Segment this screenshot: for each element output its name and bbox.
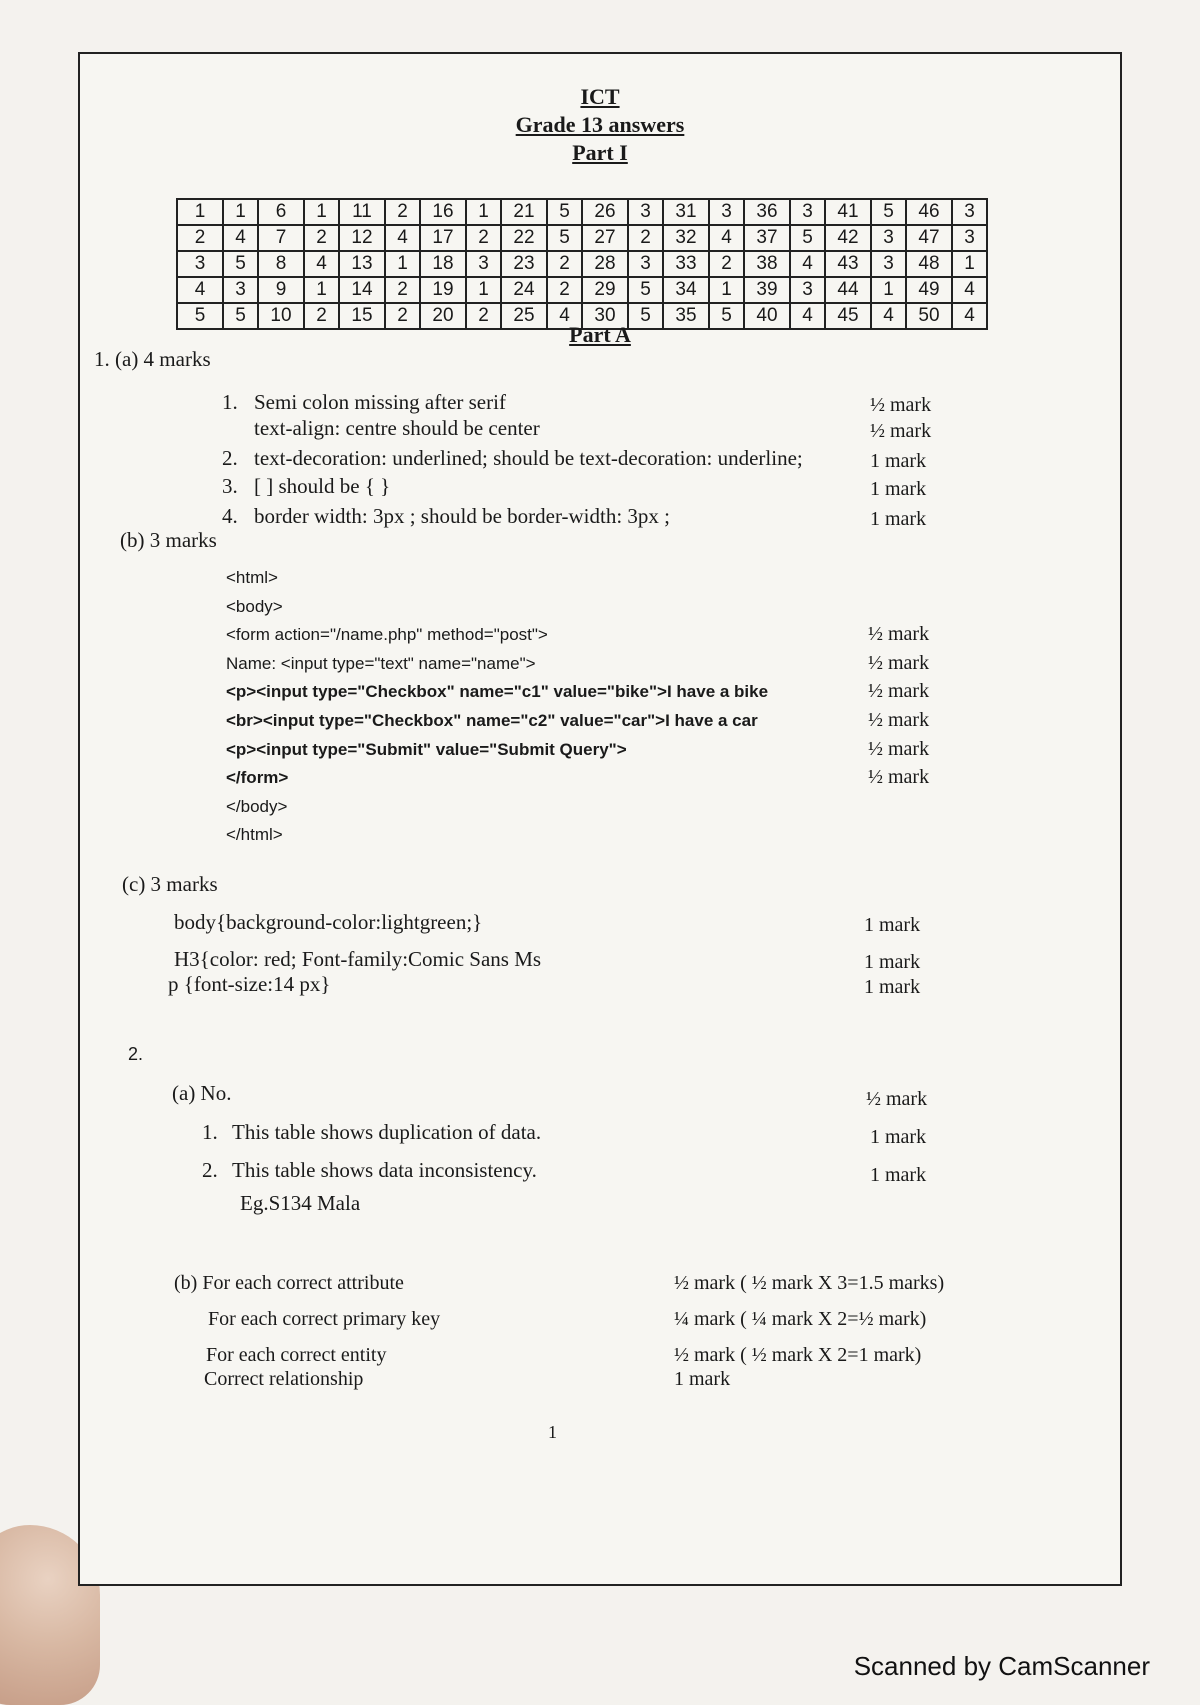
q2a-item-number: 2. <box>202 1158 218 1182</box>
answer-choice: 5 <box>871 199 906 225</box>
css-rule: H3{color: red; Font-family:Comic Sans Ms <box>174 947 542 971</box>
code-line: <body> <box>226 596 283 616</box>
question-number: 35 <box>663 303 709 329</box>
grade-title: Grade 13 answers <box>515 112 685 137</box>
answer-choice: 3 <box>709 199 744 225</box>
question-number: 6 <box>258 199 304 225</box>
answer-choice: 4 <box>871 303 906 329</box>
answer-choice: 2 <box>709 251 744 277</box>
code-line: </html> <box>226 825 283 845</box>
question-number: 34 <box>663 277 709 303</box>
answer-choice: 3 <box>466 251 501 277</box>
criterion-mark: ½ mark ( ½ mark X 3=1.5 marks) <box>674 1272 945 1294</box>
answer-choice: 4 <box>385 225 420 251</box>
question-number: 43 <box>825 251 871 277</box>
answer-choice: 4 <box>223 225 258 251</box>
question-number: 39 <box>744 277 790 303</box>
answer-choice: 1 <box>871 277 906 303</box>
code-line: Name: <input type="text" name="name"> <box>226 653 536 673</box>
q2a-heading: (a) No. <box>172 1081 232 1105</box>
question-number: 42 <box>825 225 871 251</box>
code-line: <p><input type="Submit" value="Submit Query"> <box>226 739 627 759</box>
question-number: 23 <box>501 251 547 277</box>
q1a-item-number: 1. <box>222 390 238 414</box>
q1a-item-number: 3. <box>222 474 238 498</box>
question-number: 37 <box>744 225 790 251</box>
answer-choice: 3 <box>871 225 906 251</box>
q1a-item-number: 2. <box>222 446 238 470</box>
q1c-heading: (c) 3 marks <box>122 872 218 896</box>
q2a-example: Eg.S134 Mala <box>240 1191 361 1215</box>
question-number: 5 <box>177 303 223 329</box>
code-line: <p><input type="Checkbox" name="c1" value="bike">I have a bike <box>226 682 769 702</box>
answer-choice: 2 <box>466 225 501 251</box>
q1a-item-text: border width: 3px ; should be border-width: 3px ; <box>254 504 671 528</box>
question-number: 45 <box>825 303 871 329</box>
answer-choice: 1 <box>952 251 987 277</box>
q1a-item-number: 4. <box>222 504 238 528</box>
code-line-mark: ½ mark <box>868 709 930 731</box>
q1a-item-text: text-align: centre should be center <box>254 416 540 440</box>
answer-choice: 5 <box>223 251 258 277</box>
q1a-item-text: text-decoration: underlined; should be text-decoration: underline; <box>254 446 803 470</box>
answer-choice: 5 <box>628 277 663 303</box>
q2a-item-text: This table shows duplication of data. <box>232 1120 542 1144</box>
css-rule: p {font-size:14 px} <box>168 972 331 996</box>
answer-choice: 3 <box>628 199 663 225</box>
answer-choice: 3 <box>628 251 663 277</box>
criterion-text: For each correct primary key <box>208 1308 441 1330</box>
criterion-mark: ½ mark ( ½ mark X 2=1 mark) <box>674 1344 922 1366</box>
question-number: 16 <box>420 199 466 225</box>
answer-choice: 3 <box>871 251 906 277</box>
answer-choice: 4 <box>709 225 744 251</box>
question-number: 1 <box>177 199 223 225</box>
q2-heading: 2. <box>128 1044 144 1064</box>
answer-choice: 1 <box>709 277 744 303</box>
answer-choice: 1 <box>466 277 501 303</box>
question-number: 4 <box>177 277 223 303</box>
question-number: 10 <box>258 303 304 329</box>
question-number: 29 <box>582 277 628 303</box>
css-rule: body{background-color:lightgreen;} <box>174 910 483 934</box>
q1b-heading: (b) 3 marks <box>120 528 217 552</box>
answer-choice: 5 <box>547 225 582 251</box>
page-number: 1 <box>548 1422 557 1442</box>
question-number: 36 <box>744 199 790 225</box>
subject-title: ICT <box>580 84 620 109</box>
question-number: 48 <box>906 251 952 277</box>
question-number: 25 <box>501 303 547 329</box>
answer-choice: 4 <box>547 303 582 329</box>
q1a-item-mark: 1 mark <box>870 508 927 530</box>
answer-choice: 2 <box>385 199 420 225</box>
question-number: 9 <box>258 277 304 303</box>
question-number: 27 <box>582 225 628 251</box>
q2a-item-mark: 1 mark <box>870 1164 927 1186</box>
answer-choice: 2 <box>547 251 582 277</box>
question-number: 21 <box>501 199 547 225</box>
criterion-mark: 1 mark <box>674 1368 731 1390</box>
criterion-text: (b) For each correct attribute <box>174 1272 404 1294</box>
answer-choice: 1 <box>466 199 501 225</box>
q1a-item-text: [ ] should be { } <box>254 474 391 498</box>
q2a-item-mark: 1 mark <box>870 1126 927 1148</box>
answer-choice: 4 <box>952 303 987 329</box>
answer-choice: 2 <box>385 303 420 329</box>
question-number: 24 <box>501 277 547 303</box>
answer-choice: 1 <box>223 199 258 225</box>
question-number: 17 <box>420 225 466 251</box>
answer-choice: 1 <box>304 199 339 225</box>
code-line-mark: ½ mark <box>868 766 930 789</box>
answer-choice: 2 <box>304 225 339 251</box>
answer-choice: 4 <box>304 251 339 277</box>
question-number: 28 <box>582 251 628 277</box>
answer-choice: 3 <box>790 277 825 303</box>
answer-choice: 5 <box>547 199 582 225</box>
question-number: 2 <box>177 225 223 251</box>
criterion-mark: ¼ mark ( ¼ mark X 2=½ mark) <box>674 1308 927 1330</box>
code-line: </body> <box>226 796 288 816</box>
answer-choice: 2 <box>547 277 582 303</box>
criterion-text: For each correct entity <box>206 1344 387 1366</box>
answer-choice: 5 <box>709 303 744 329</box>
css-rule-mark: 1 mark <box>864 976 921 998</box>
answer-choice: 3 <box>790 199 825 225</box>
question-number: 22 <box>501 225 547 251</box>
answer-choice: 2 <box>385 277 420 303</box>
question-number: 11 <box>339 199 385 225</box>
question-number: 31 <box>663 199 709 225</box>
question-number: 33 <box>663 251 709 277</box>
answer-row <box>177 199 987 225</box>
code-line-mark: ½ mark <box>868 737 930 760</box>
question-number: 18 <box>420 251 466 277</box>
question-number: 32 <box>663 225 709 251</box>
question-number: 13 <box>339 251 385 277</box>
criterion-text: Correct relationship <box>204 1368 364 1390</box>
answer-choice: 5 <box>223 303 258 329</box>
code-line: <form action="/name.php" method="post"> <box>226 625 548 645</box>
code-line: <br><input type="Checkbox" name="c2" value="car">I have a car <box>226 711 758 730</box>
question-number: 12 <box>339 225 385 251</box>
question-number: 50 <box>906 303 952 329</box>
answer-choice: 2 <box>466 303 501 329</box>
question-number: 41 <box>825 199 871 225</box>
answer-choice: 3 <box>952 199 987 225</box>
q2a-heading-mark: ½ mark <box>866 1088 928 1110</box>
answer-sheet <box>78 52 1122 1586</box>
code-line: </form> <box>226 768 289 788</box>
camscanner-watermark: Scanned by CamScanner <box>853 1651 1150 1681</box>
answer-row <box>177 251 987 277</box>
answer-row <box>177 225 987 251</box>
question-number: 15 <box>339 303 385 329</box>
q2a-item-text: This table shows data inconsistency. <box>232 1158 537 1182</box>
answer-choice: 4 <box>790 251 825 277</box>
q1a-item-mark: ½ mark <box>870 394 932 416</box>
q1a-heading: 1. (a) 4 marks <box>94 347 211 371</box>
question-number: 8 <box>258 251 304 277</box>
answer-choice: 2 <box>628 225 663 251</box>
q2a-item-number: 1. <box>202 1120 218 1144</box>
question-number: 40 <box>744 303 790 329</box>
question-number: 26 <box>582 199 628 225</box>
answer-table <box>176 198 988 330</box>
question-number: 46 <box>906 199 952 225</box>
part1-title: Part I <box>572 140 628 165</box>
question-number: 19 <box>420 277 466 303</box>
question-number: 38 <box>744 251 790 277</box>
q1a-item-mark: 1 mark <box>870 450 927 472</box>
answer-choice: 4 <box>952 277 987 303</box>
question-number: 49 <box>906 277 952 303</box>
answer-choice: 3 <box>223 277 258 303</box>
code-line-mark: ½ mark <box>868 651 930 674</box>
css-rule-mark: 1 mark <box>864 914 921 936</box>
code-line-mark: ½ mark <box>868 623 930 646</box>
q1a-item-mark: ½ mark <box>870 420 932 442</box>
question-number: 7 <box>258 225 304 251</box>
css-rule-mark: 1 mark <box>864 951 921 973</box>
question-number: 20 <box>420 303 466 329</box>
question-number: 14 <box>339 277 385 303</box>
code-line: <html> <box>226 568 278 587</box>
code-line-mark: ½ mark <box>868 680 930 703</box>
answer-choice: 1 <box>304 277 339 303</box>
answer-choice: 4 <box>790 303 825 329</box>
question-number: 30 <box>582 303 628 329</box>
partA-title: Part A <box>569 322 631 347</box>
q1a-item-mark: 1 mark <box>870 478 927 500</box>
q1a-item-text: Semi colon missing after serif <box>254 390 506 414</box>
answer-choice: 5 <box>628 303 663 329</box>
question-number: 47 <box>906 225 952 251</box>
answer-row <box>177 277 987 303</box>
answer-choice: 2 <box>304 303 339 329</box>
question-number: 3 <box>177 251 223 277</box>
answer-choice: 5 <box>790 225 825 251</box>
answer-choice: 1 <box>385 251 420 277</box>
answer-choice: 3 <box>952 225 987 251</box>
question-number: 44 <box>825 277 871 303</box>
